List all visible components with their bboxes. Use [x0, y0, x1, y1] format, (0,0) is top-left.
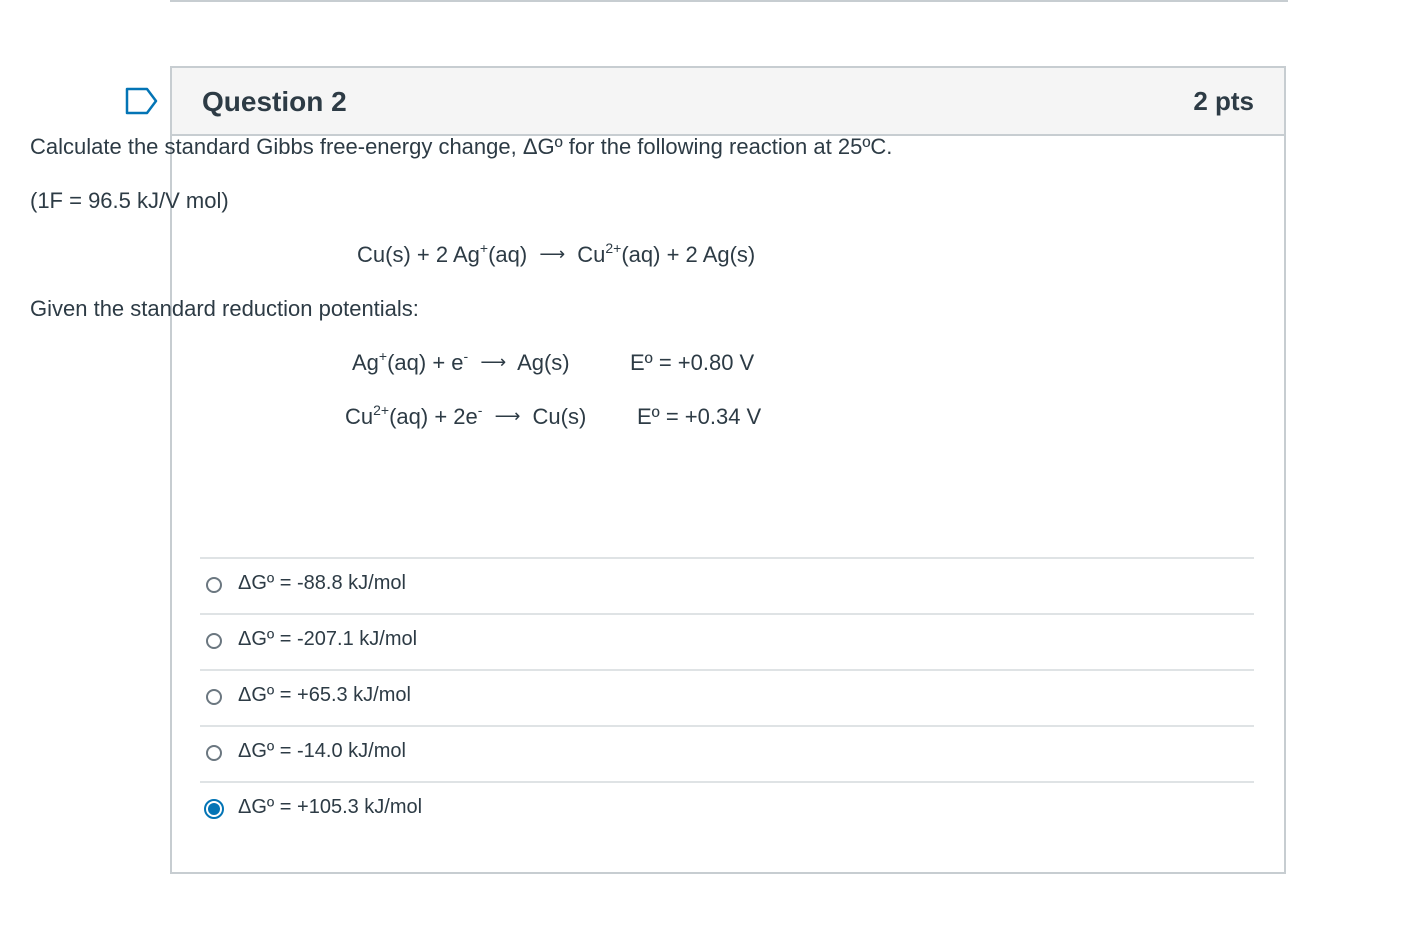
reaction-arrow: ⟶	[539, 244, 566, 264]
half-reaction-copper	[345, 404, 586, 430]
main-reaction	[357, 242, 755, 268]
half-reaction-species: Ag	[352, 350, 379, 375]
given-label: Given the standard reduction potentials:	[30, 296, 419, 321]
answer-option[interactable]	[200, 725, 1254, 781]
answer-label[interactable]: ΔGº = -207.1 kJ/mol	[238, 628, 418, 650]
answer-option[interactable]	[200, 613, 1254, 669]
half-reaction-product: Cu(s)	[532, 404, 587, 429]
half-reaction-product: Ag(s)	[517, 350, 570, 375]
half-reaction-species: Cu	[345, 404, 374, 429]
half-reaction-charge: +	[378, 348, 388, 364]
answer-label[interactable]: ΔGº = +105.3 kJ/mol	[238, 796, 423, 818]
radio-button[interactable]	[206, 689, 222, 705]
reaction-right-charge: 2+	[605, 240, 622, 256]
reaction-left-rest: (aq)	[488, 242, 528, 267]
reaction-right-rest: (aq) + 2 Ag(s)	[621, 242, 756, 267]
half-reaction-silver	[352, 350, 570, 376]
reaction-right: Cu	[577, 242, 606, 267]
answer-option[interactable]	[200, 669, 1254, 725]
potential-copper: Eº = +0.34 V	[637, 404, 762, 429]
half-reaction-arrow: ⟶	[480, 352, 507, 372]
radio-button[interactable]	[206, 745, 222, 761]
flag-question-icon[interactable]	[125, 87, 159, 115]
reaction-left: Cu(s) + 2 Ag	[357, 242, 480, 267]
half-reaction-rest: (aq) + e	[387, 350, 464, 375]
half-reaction-charge: 2+	[373, 402, 390, 418]
radio-button-checked[interactable]	[204, 799, 224, 819]
potential-silver: Eº = +0.80 V	[630, 350, 755, 375]
radio-button[interactable]	[206, 577, 222, 593]
half-reaction-rest: (aq) + 2e	[389, 404, 478, 429]
answer-label[interactable]: ΔGº = -14.0 kJ/mol	[238, 740, 406, 762]
question-points: 2 pts	[1193, 86, 1254, 116]
answer-label[interactable]: ΔGº = +65.3 kJ/mol	[238, 684, 411, 706]
electron-charge: -	[477, 402, 483, 418]
question-title: Question 2	[202, 86, 347, 117]
answer-option-selected[interactable]	[200, 781, 1254, 837]
prompt-text: Calculate the standard Gibbs free-energy change, ΔGº for the following reaction at 25ºC.	[30, 134, 893, 159]
answer-option[interactable]	[200, 557, 1254, 613]
answer-label[interactable]: ΔGº = -88.8 kJ/mol	[238, 572, 406, 594]
electron-charge: -	[463, 348, 469, 364]
faraday-constant: (1F = 96.5 kJ/V mol)	[30, 188, 229, 213]
reaction-left-charge: +	[479, 240, 489, 256]
question-header	[172, 68, 1284, 136]
half-reaction-arrow: ⟶	[494, 406, 521, 426]
top-divider	[170, 0, 1288, 2]
answer-list	[200, 557, 1254, 837]
radio-button[interactable]	[206, 633, 222, 649]
